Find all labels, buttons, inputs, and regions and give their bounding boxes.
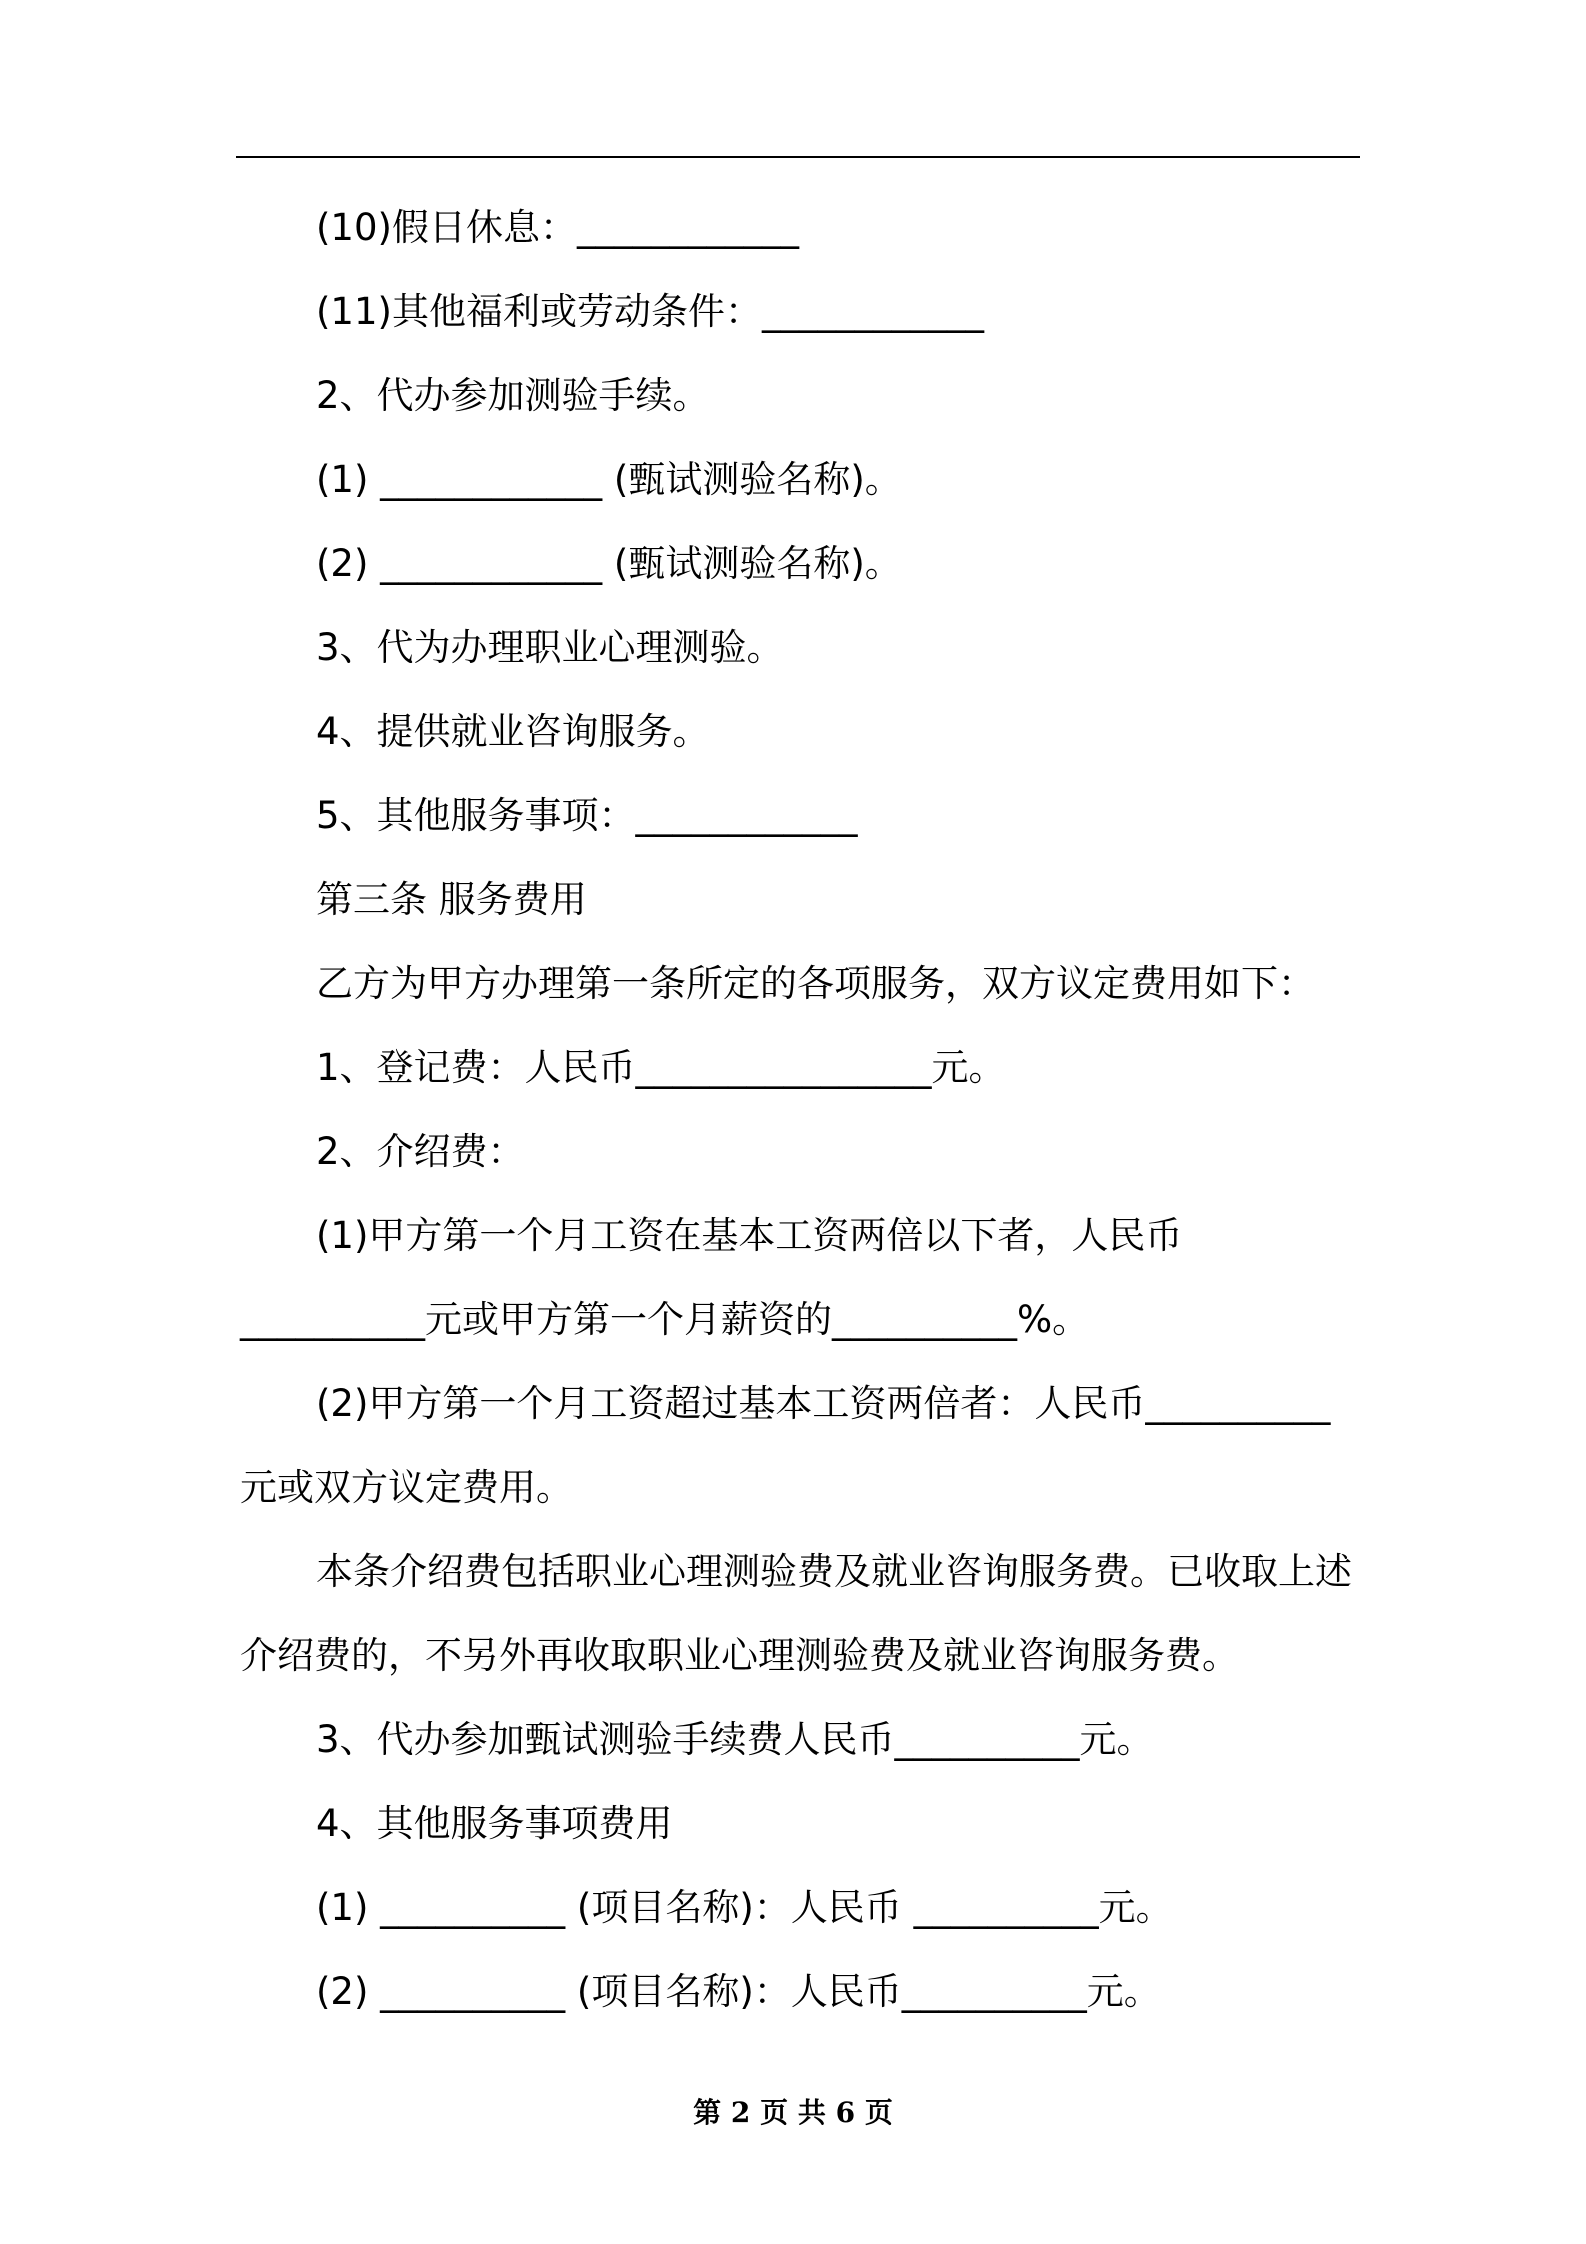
text-line: 元或双方议定费用。	[240, 1466, 573, 1509]
text-line: 3、代为办理职业心理测验。	[316, 626, 784, 669]
text-line: __________元或甲方第一个月薪资的__________%。	[240, 1298, 1090, 1341]
page-number: 第 2 页 共 6 页	[693, 2096, 893, 2129]
text-line: (2) ____________ (甄试测验名称)。	[316, 542, 902, 585]
text-line: 2、介绍费：	[316, 1130, 525, 1173]
text-line: (1) ____________ (甄试测验名称)。	[316, 458, 902, 501]
header-rule	[236, 156, 1360, 158]
text-line: 本条介绍费包括职业心理测验费及就业咨询服务费。已收取上述	[316, 1550, 1352, 1593]
text-line: 3、代办参加甄试测验手续费人民币__________元。	[316, 1718, 1154, 1761]
section-heading: 第三条 服务费用	[316, 878, 587, 921]
text-line: 介绍费的，不另外再收取职业心理测验费及就业咨询服务费。	[240, 1634, 1239, 1677]
text-line: (11)其他福利或劳动条件：____________	[316, 290, 984, 333]
text-line: (1)甲方第一个月工资在基本工资两倍以下者，人民币	[316, 1214, 1183, 1257]
text-line: 5、其他服务事项：____________	[316, 794, 858, 837]
text-line: (2) __________ (项目名称)：人民币__________元。	[316, 1970, 1161, 2013]
text-line: 1、登记费：人民币________________元。	[316, 1046, 1006, 1089]
text-line: 4、提供就业咨询服务。	[316, 710, 710, 753]
text-line: 2、代办参加测验手续。	[316, 374, 710, 417]
text-line: (1) __________ (项目名称)：人民币 __________元。	[316, 1886, 1173, 1929]
text-line: 乙方为甲方办理第一条所定的各项服务，双方议定费用如下：	[316, 962, 1315, 1005]
text-line: 4、其他服务事项费用	[316, 1802, 673, 1845]
text-line: (10)假日休息：____________	[316, 206, 799, 249]
text-line: (2)甲方第一个月工资超过基本工资两倍者：人民币__________	[316, 1382, 1331, 1425]
